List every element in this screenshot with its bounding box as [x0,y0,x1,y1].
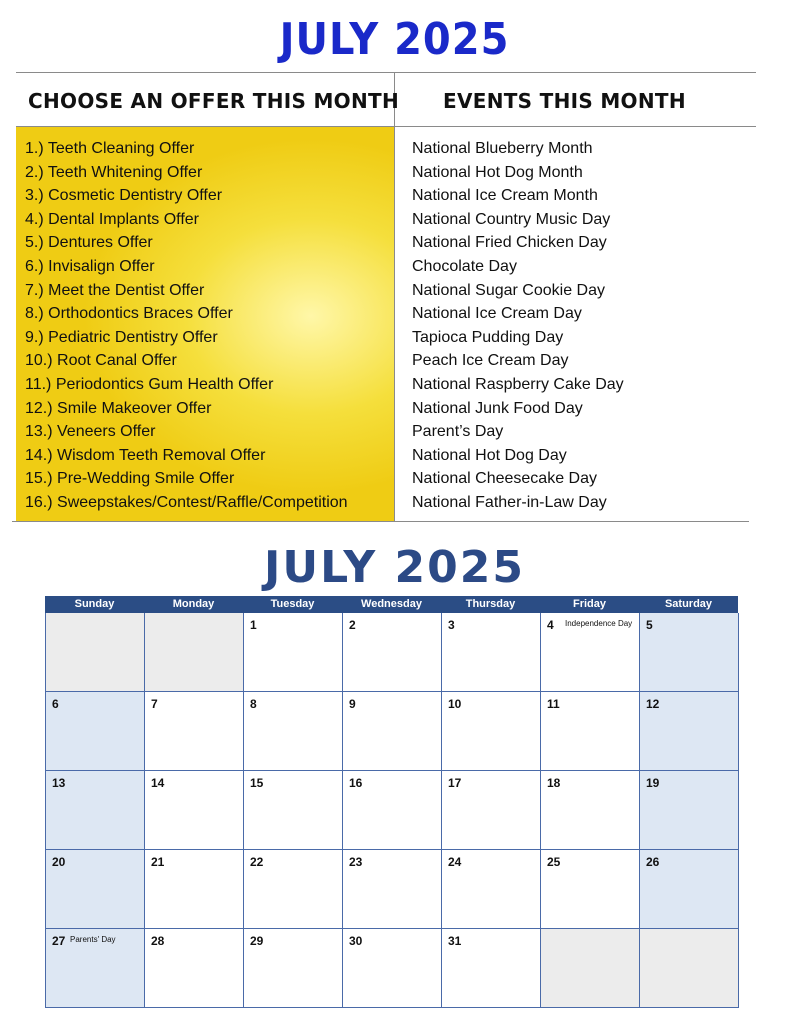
event-item: Peach Ice Cream Day [412,352,569,370]
calendar-day-cell [244,692,343,771]
day-event-note: Independence Day [565,619,633,628]
event-item: National Raspberry Cake Day [412,375,624,393]
event-item: Tapioca Pudding Day [412,328,564,346]
calendar-weekday-header [45,596,738,613]
calendar-day-cell [541,771,640,850]
offer-item: 4.) Dental Implants Offer [25,210,199,228]
event-item: National Fried Chicken Day [412,234,607,252]
offer-item: 7.) Meet the Dentist Offer [25,281,205,299]
day-number: 19 [646,776,660,790]
weekday-label: Tuesday [270,598,315,610]
calendar-day-cell [442,929,541,1008]
day-number: 21 [151,855,165,869]
calendar-day-cell [145,850,244,929]
calendar-day-cell [46,771,145,850]
event-item: National Country Music Day [412,210,611,228]
day-number: 5 [646,618,653,632]
offer-item: 2.) Teeth Whitening Offer [25,163,203,181]
weekday-label: Saturday [664,598,713,610]
calendar-day-cell [145,929,244,1008]
calendar-empty-cell [541,929,640,1008]
event-item: National Blueberry Month [412,140,593,157]
event-item: National Ice Cream Day [412,305,582,323]
calendar [45,596,738,1008]
offers-header: CHOOSE AN OFFER THIS MONTH [28,89,399,113]
calendar-empty-cell [145,613,244,692]
calendar-day-cell [46,850,145,929]
day-number: 24 [448,855,462,869]
offer-item: 6.) Invisalign Offer [25,257,155,275]
offer-item: 9.) Pediatric Dentistry Offer [25,328,218,346]
day-number: 12 [646,697,660,711]
day-number: 15 [250,776,264,790]
day-number: 14 [151,776,165,790]
day-number: 29 [250,934,264,948]
offer-item: 1.) Teeth Cleaning Offer [25,140,195,157]
offer-item: 13.) Veneers Offer [25,423,156,441]
offer-item: 15.) Pre-Wedding Smile Offer [25,470,235,488]
calendar-day-cell [145,771,244,850]
day-number: 31 [448,934,462,948]
day-number: 25 [547,855,561,869]
calendar-day-cell [244,929,343,1008]
day-number: 13 [52,776,66,790]
offer-item: 5.) Dentures Offer [25,234,153,252]
calendar-day-cell [640,613,739,692]
calendar-day-cell [541,613,640,692]
offer-item: 14.) Wisdom Teeth Removal Offer [25,446,266,464]
day-number: 10 [448,697,462,711]
calendar-day-cell [343,850,442,929]
calendar-day-cell [541,850,640,929]
day-number: 28 [151,934,165,948]
event-item: National Hot Dog Month [412,163,583,181]
calendar-empty-cell [46,613,145,692]
event-item: National Hot Dog Day [412,446,567,464]
day-number: 1 [250,618,257,632]
day-number: 3 [448,618,455,632]
day-number: 2 [349,618,356,632]
calendar-day-cell [244,771,343,850]
day-number: 8 [250,697,257,711]
page-title: JULY 2025 [279,15,510,65]
event-item: Parent’s Day [412,423,504,441]
event-item: National Father-in-Law Day [412,493,607,511]
day-number: 23 [349,855,363,869]
day-number: 16 [349,776,363,790]
offer-item: 12.) Smile Makeover Offer [25,399,212,417]
calendar-title: JULY 2025 [264,542,525,593]
calendar-empty-cell [640,929,739,1008]
weekday-label: Sunday [74,598,115,610]
event-item: National Sugar Cookie Day [412,281,605,299]
table-column-divider [394,72,395,521]
day-number: 4 [547,618,554,632]
events-list [412,137,624,515]
day-event-note: Parents' Day [70,935,116,944]
calendar-day-cell [343,929,442,1008]
day-number: 20 [52,855,66,869]
day-number: 22 [250,855,264,869]
event-item: National Cheesecake Day [412,470,597,488]
weekday-label: Monday [172,598,215,610]
calendar-day-cell [145,692,244,771]
table-bottom-rule [12,521,749,522]
calendar-grid [45,613,738,1008]
calendar-day-cell [640,850,739,929]
event-item: Chocolate Day [412,257,517,275]
day-number: 9 [349,697,356,711]
offer-item: 11.) Periodontics Gum Health Offer [25,375,274,393]
day-number: 7 [151,697,158,711]
day-number: 30 [349,934,363,948]
calendar-day-cell [442,692,541,771]
table-top-rule [16,72,756,73]
weekday-label: Thursday [465,598,516,610]
day-number: 18 [547,776,561,790]
calendar-day-cell [46,929,145,1008]
calendar-day-cell [442,850,541,929]
weekday-label: Friday [572,598,606,610]
day-number: 6 [52,697,59,711]
calendar-day-cell [541,692,640,771]
day-number: 27 [52,934,66,948]
offer-item: 10.) Root Canal Offer [25,352,177,370]
weekday-label: Wednesday [361,598,422,610]
calendar-day-cell [244,613,343,692]
calendar-day-cell [244,850,343,929]
offer-item: 3.) Cosmetic Dentistry Offer [25,187,223,205]
offers-list [25,137,348,515]
offer-item: 8.) Orthodontics Braces Offer [25,305,233,323]
calendar-day-cell [343,613,442,692]
event-item: National Ice Cream Month [412,187,598,205]
offer-item: 16.) Sweepstakes/Contest/Raffle/Competition [25,493,348,511]
day-number: 26 [646,855,660,869]
day-number: 11 [547,697,560,711]
calendar-day-cell [640,692,739,771]
events-header: EVENTS THIS MONTH [443,89,686,113]
calendar-day-cell [442,771,541,850]
event-item: National Junk Food Day [412,399,583,417]
calendar-day-cell [640,771,739,850]
calendar-day-cell [46,692,145,771]
day-number: 17 [448,776,462,790]
calendar-day-cell [343,692,442,771]
calendar-day-cell [343,771,442,850]
calendar-day-cell [442,613,541,692]
